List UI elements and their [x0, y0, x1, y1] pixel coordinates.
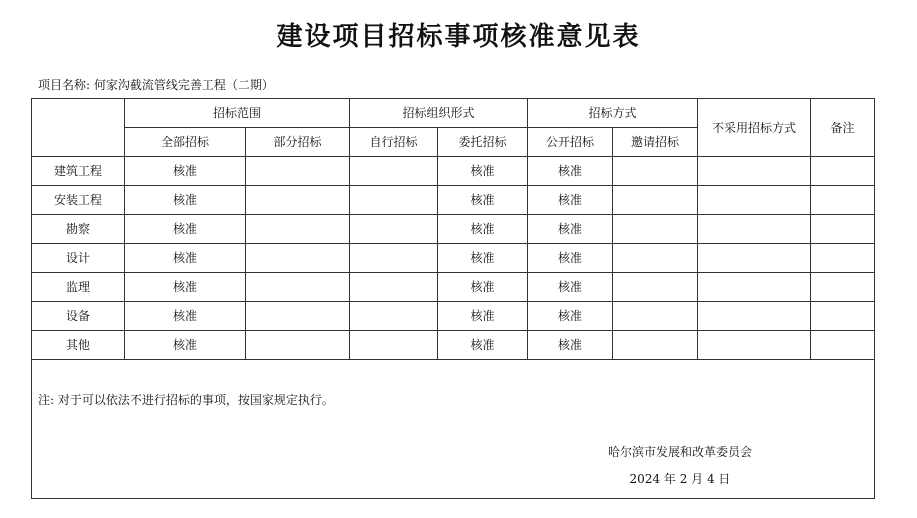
cell-entrusted: 核准 — [438, 273, 528, 302]
cell-remarks — [811, 186, 875, 215]
row-name: 设计 — [32, 244, 125, 273]
cell-entrusted: 核准 — [438, 331, 528, 360]
cell-public: 核准 — [528, 215, 613, 244]
cell-public: 核准 — [528, 157, 613, 186]
cell-invited — [613, 302, 698, 331]
cell-invited — [613, 273, 698, 302]
cell-entrusted: 核准 — [438, 244, 528, 273]
cell-no-bidding — [698, 273, 811, 302]
cell-no-bidding — [698, 186, 811, 215]
row-name: 其他 — [32, 331, 125, 360]
cell-self — [350, 331, 438, 360]
cell-self — [350, 244, 438, 273]
issuing-authority: 哈尔滨市发展和改革委员会 — [607, 445, 752, 459]
note-cell — [32, 360, 875, 499]
cell-all: 核准 — [125, 302, 246, 331]
cell-all: 核准 — [125, 157, 246, 186]
header-scope: 招标范围 — [125, 99, 350, 128]
cell-all: 核准 — [125, 273, 246, 302]
table-row — [32, 331, 875, 360]
cell-all: 核准 — [125, 244, 246, 273]
cell-self — [350, 273, 438, 302]
cell-invited — [613, 157, 698, 186]
cell-no-bidding — [698, 215, 811, 244]
cell-partial — [246, 215, 350, 244]
issue-date: 2024 年 2 月 4 日 — [629, 472, 731, 486]
table-row — [32, 273, 875, 302]
header-invited: 邀请招标 — [613, 128, 698, 157]
header-all: 全部招标 — [125, 128, 246, 157]
cell-partial — [246, 244, 350, 273]
header-self: 自行招标 — [350, 128, 438, 157]
cell-entrusted: 核准 — [438, 157, 528, 186]
row-name: 安装工程 — [32, 186, 125, 215]
cell-entrusted: 核准 — [438, 186, 528, 215]
note-row — [32, 360, 875, 499]
cell-invited — [613, 331, 698, 360]
cell-partial — [246, 302, 350, 331]
row-name: 监理 — [32, 273, 125, 302]
cell-no-bidding — [698, 331, 811, 360]
header-entrusted: 委托招标 — [438, 128, 528, 157]
row-name: 建筑工程 — [32, 157, 125, 186]
cell-remarks — [811, 215, 875, 244]
header-partial: 部分招标 — [246, 128, 350, 157]
cell-public: 核准 — [528, 186, 613, 215]
header-row-groups — [32, 99, 875, 128]
table-row — [32, 186, 875, 215]
cell-partial — [246, 273, 350, 302]
note-text: 注: 对于可以依法不进行招标的事项，按国家规定执行。 — [38, 393, 334, 407]
header-no-bidding: 不采用招标方式 — [698, 99, 811, 157]
cell-public: 核准 — [528, 331, 613, 360]
row-name: 勘察 — [32, 215, 125, 244]
cell-invited — [613, 215, 698, 244]
cell-public: 核准 — [528, 244, 613, 273]
header-method: 招标方式 — [528, 99, 698, 128]
header-public: 公开招标 — [528, 128, 613, 157]
header-corner-cell — [32, 99, 125, 157]
header-remarks: 备注 — [811, 99, 875, 157]
cell-public: 核准 — [528, 273, 613, 302]
table-row — [32, 302, 875, 331]
cell-all: 核准 — [125, 215, 246, 244]
cell-partial — [246, 331, 350, 360]
approval-table — [31, 98, 875, 499]
table-row — [32, 244, 875, 273]
table-row — [32, 215, 875, 244]
cell-all: 核准 — [125, 186, 246, 215]
cell-self — [350, 157, 438, 186]
cell-remarks — [811, 244, 875, 273]
cell-no-bidding — [698, 244, 811, 273]
document-title: 建设项目招标事项核准意见表 — [276, 22, 641, 52]
cell-remarks — [811, 157, 875, 186]
cell-remarks — [811, 273, 875, 302]
cell-entrusted: 核准 — [438, 302, 528, 331]
cell-partial — [246, 157, 350, 186]
cell-partial — [246, 186, 350, 215]
cell-self — [350, 215, 438, 244]
cell-entrusted: 核准 — [438, 215, 528, 244]
cell-all: 核准 — [125, 331, 246, 360]
cell-invited — [613, 186, 698, 215]
row-name: 设备 — [32, 302, 125, 331]
cell-no-bidding — [698, 157, 811, 186]
cell-public: 核准 — [528, 302, 613, 331]
cell-invited — [613, 244, 698, 273]
cell-self — [350, 302, 438, 331]
cell-self — [350, 186, 438, 215]
project-name: 项目名称: 何家沟截流管线完善工程（二期） — [38, 78, 274, 92]
cell-remarks — [811, 331, 875, 360]
cell-remarks — [811, 302, 875, 331]
table-row — [32, 157, 875, 186]
cell-no-bidding — [698, 302, 811, 331]
header-organization: 招标组织形式 — [350, 99, 528, 128]
